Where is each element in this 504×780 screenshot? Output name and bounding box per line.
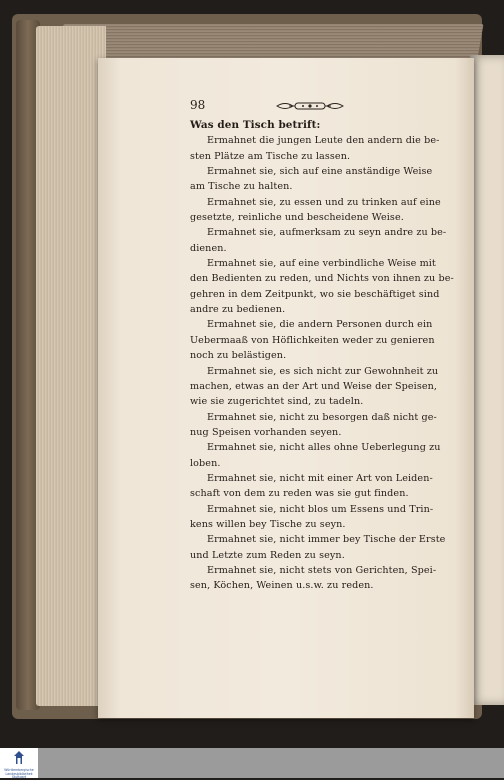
facing-page bbox=[470, 55, 504, 705]
text-line: Ermahnet sie, die andern Personen durch ein bbox=[207, 319, 433, 331]
text-line: andre zu bedienen. bbox=[190, 304, 286, 316]
page-stack-edges bbox=[36, 26, 106, 706]
viewer-footer-bar bbox=[0, 748, 504, 778]
text-line: dienen. bbox=[190, 242, 227, 254]
text-line: gesetzte, reinliche und bescheidene Weise. bbox=[190, 212, 404, 224]
section-heading: Was den Tisch betrift: bbox=[190, 119, 321, 131]
text-line: Ermahnet sie, nicht immer bey Tische der Erste bbox=[207, 534, 446, 546]
text-line: den Bedienten zu reden, und Nichts von ihnen zu be- bbox=[190, 273, 454, 285]
text-line: Ermahnet sie, es sich nicht zur Gewohnheit zu bbox=[207, 365, 439, 377]
text-line: Ermahnet sie, nicht blos um Essens und Trin- bbox=[207, 503, 434, 515]
text-line: Ermahnet sie, auf eine verbindliche Weise mit bbox=[207, 258, 436, 270]
page-text bbox=[190, 118, 454, 594]
text-line: loben. bbox=[190, 457, 221, 469]
text-line: Ermahnet sie, nicht stets von Gerichten, Spei- bbox=[207, 564, 437, 576]
text-line: und Letzte zum Reden zu seyn. bbox=[190, 549, 345, 561]
text-line: wie sie zugerichtet sind, zu tadeln. bbox=[190, 396, 364, 408]
text-line: Ermahnet die jungen Leute den andern die be- bbox=[207, 135, 440, 147]
library-logo-icon bbox=[0, 748, 38, 770]
text-line: machen, etwas an der Art und Weise der Speisen, bbox=[190, 380, 438, 392]
text-line: gehren in dem Zeitpunkt, wo sie beschäftiget sind bbox=[190, 288, 440, 300]
page-header bbox=[190, 98, 450, 114]
text-line: Ermahnet sie, nicht alles ohne Ueberlegung zu bbox=[207, 442, 441, 454]
text-line: sen, Köchen, Weinen u.s.w. zu reden. bbox=[190, 580, 374, 592]
text-line: Uebermaaß von Höflichkeiten weder zu genieren bbox=[190, 334, 435, 346]
text-line: sten Plätze am Tische zu lassen. bbox=[190, 150, 351, 162]
text-line: Ermahnet sie, aufmerksam zu seyn andre zu be- bbox=[207, 227, 447, 239]
text-line: Ermahnet sie, sich auf eine anständige Weise bbox=[207, 166, 433, 178]
text-line: kens willen bey Tische zu seyn. bbox=[190, 518, 346, 530]
text-line: am Tische zu halten. bbox=[190, 181, 293, 193]
library-logo[interactable] bbox=[0, 748, 38, 778]
page-number: 98 bbox=[190, 98, 206, 112]
text-lines bbox=[190, 133, 454, 593]
text-line: schaft von dem zu reden was sie gut finden. bbox=[190, 488, 409, 500]
text-line: Ermahnet sie, zu essen und zu trinken auf eine bbox=[207, 196, 441, 208]
book-page bbox=[98, 58, 474, 718]
text-line: Ermahnet sie, nicht mit einer Art von Leiden- bbox=[207, 472, 433, 484]
text-line: Ermahnet sie, nicht zu besorgen daß nicht ge- bbox=[207, 411, 437, 423]
header-ornament-icon bbox=[275, 100, 345, 112]
library-logo-text: Württembergische Landesbibliothek Stuttgart bbox=[4, 768, 34, 780]
text-line: noch zu belästigen. bbox=[190, 350, 287, 362]
text-line: nug Speisen vorhanden seyen. bbox=[190, 426, 342, 438]
